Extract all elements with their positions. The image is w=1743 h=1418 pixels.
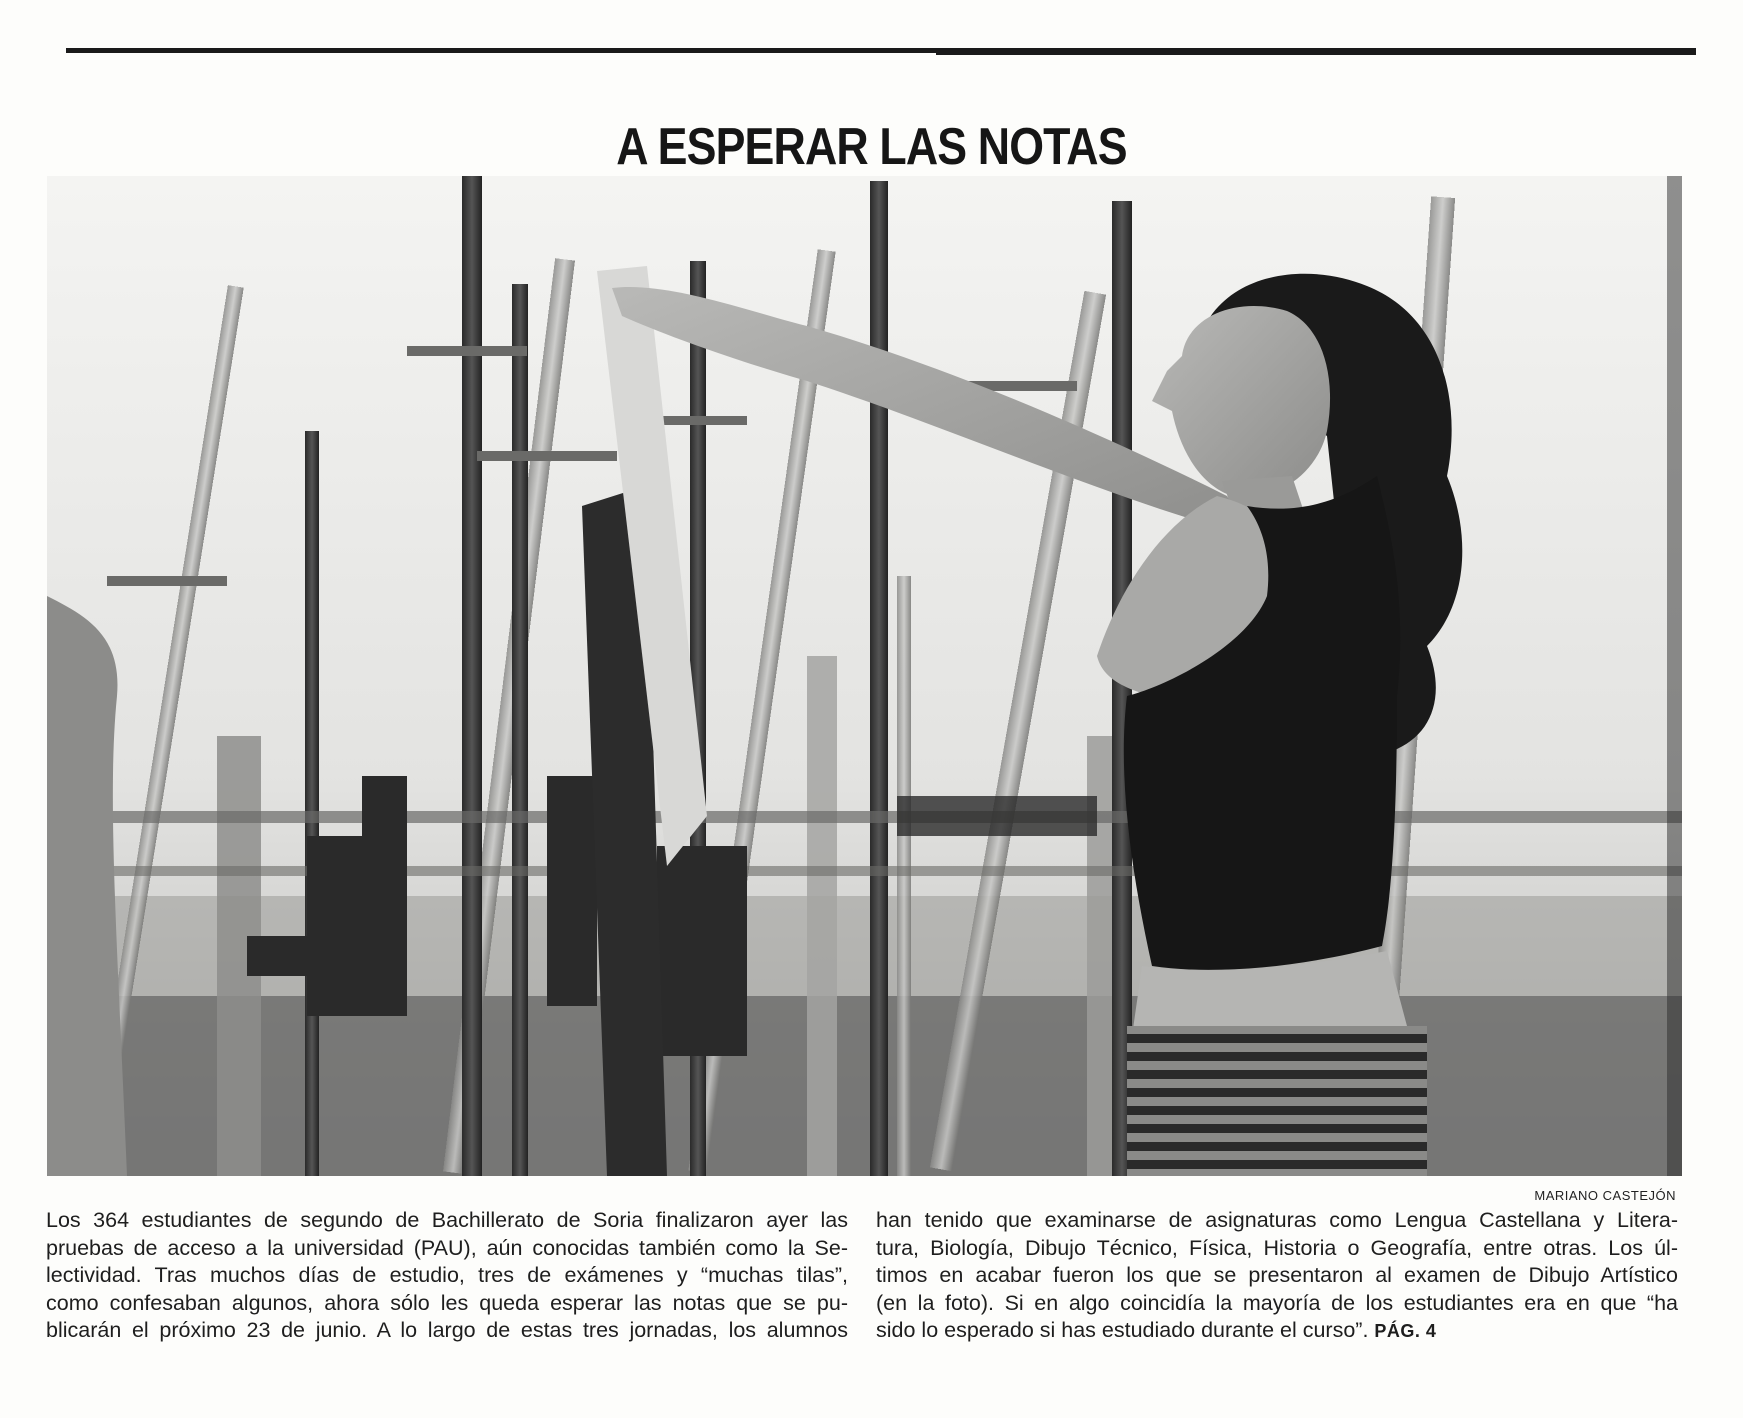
body-line: Los 364 estudiantes de segundo de Bachillerato de Soria finalizaron ayer las bbox=[46, 1208, 848, 1232]
headline: A ESPERAR LAS NOTAS bbox=[616, 117, 1127, 176]
body-line: timos en acabar fueron los que se presentaron al examen de Dibujo Artístico bbox=[876, 1263, 1678, 1287]
top-rule bbox=[66, 48, 1696, 53]
body-column-right bbox=[876, 1207, 1678, 1346]
body-line: pruebas de acceso a la universidad (PAU), aún conocidas también como la Se- bbox=[46, 1235, 848, 1260]
body-line-text: sido lo esperado si has estudiado durante el curso”. bbox=[876, 1318, 1369, 1342]
photo-illustration bbox=[47, 176, 1682, 1176]
body-column-left bbox=[46, 1207, 848, 1345]
photo-credit: MARIANO CASTEJÓN bbox=[1534, 1188, 1676, 1203]
body-line: (en la foto). Si en algo coincidía la mayoría de los estudiantes era en que “ha bbox=[876, 1290, 1678, 1315]
body-line: lectividad. Tras muchos días de estudio, tres de exámenes y “muchas tilas”, bbox=[46, 1263, 848, 1287]
body-line: han tenido que examinarse de asignaturas como Lengua Castellana y Litera- bbox=[876, 1208, 1678, 1232]
body-line: tura, Biología, Dibujo Técnico, Física, Historia o Geografía, entre otras. Los úl- bbox=[876, 1235, 1678, 1260]
body-line: blicarán el próximo 23 de junio. A lo largo de estas tres jornadas, los alumnos bbox=[46, 1318, 848, 1342]
body-line: como confesaban algunos, ahora sólo les queda esperar las notas que se pu- bbox=[46, 1290, 848, 1315]
news-photo bbox=[47, 176, 1682, 1176]
page-reference: PÁG. 4 bbox=[1374, 1321, 1437, 1341]
body-line-last bbox=[876, 1317, 1678, 1346]
